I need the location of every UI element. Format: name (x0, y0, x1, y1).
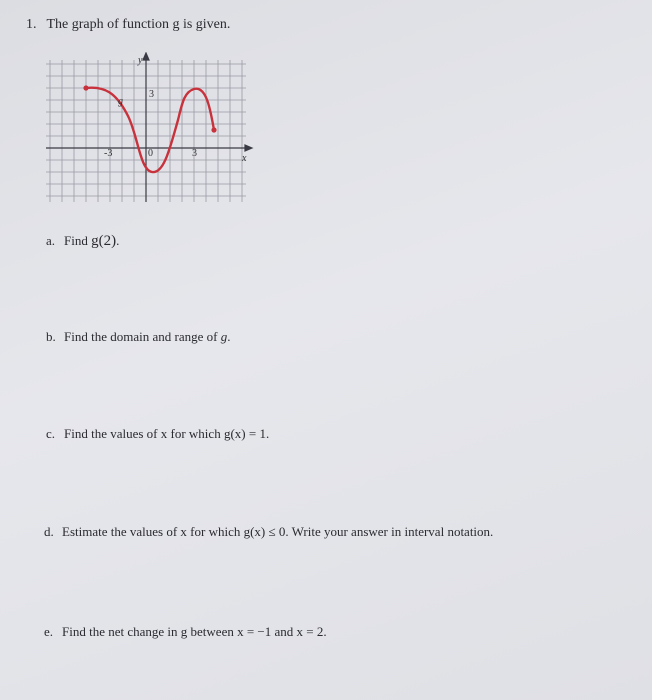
x-axis-label: x (242, 153, 247, 164)
y-axis-label: y (138, 55, 143, 66)
problem-text: The graph of function g is given. (46, 17, 231, 32)
question-b-label: b. (46, 329, 56, 344)
question-d (44, 524, 493, 540)
curve-start-point (83, 85, 88, 90)
function-graph (44, 52, 254, 207)
question-c (46, 426, 269, 442)
question-d-label: d. (44, 524, 54, 539)
question-a-suffix: . (116, 233, 120, 248)
problem-title (26, 17, 230, 33)
question-d-text: Estimate the values of x for which (62, 524, 244, 539)
question-d-math: g(x) ≤ 0 (243, 524, 286, 539)
problem-number: 1. (26, 17, 37, 32)
question-b (46, 329, 230, 345)
question-a-label: a. (46, 233, 56, 248)
question-b-text: Find the domain and range of (64, 329, 221, 344)
axes (46, 53, 252, 202)
tick-label-neg3: -3 (104, 148, 113, 159)
tick-label-pos3: 3 (192, 148, 197, 159)
question-e-label: e. (44, 624, 54, 639)
question-e (44, 624, 327, 640)
question-e-suffix: . (323, 624, 327, 639)
curve-end-point (211, 127, 216, 132)
question-c-suffix: . (265, 426, 270, 441)
question-c-math: g(x) = 1 (223, 426, 266, 441)
question-a (46, 233, 119, 250)
question-b-suffix: . (227, 329, 231, 344)
question-e-text: Find the net change in g between (62, 624, 238, 639)
question-c-text: Find the values of x for which (64, 426, 224, 441)
question-a-text: Find (64, 233, 92, 248)
question-e-math: x = −1 and x = 2 (237, 624, 324, 639)
question-a-math: g(2) (91, 233, 117, 249)
curve-label-g: g (118, 96, 123, 107)
question-d-suffix: . Write your answer in interval notation. (285, 524, 494, 539)
question-c-label: c. (46, 426, 56, 441)
tick-label-origin: 0 (148, 148, 153, 159)
question-b-math: g (220, 329, 228, 344)
tick-label-y3: 3 (149, 89, 154, 100)
